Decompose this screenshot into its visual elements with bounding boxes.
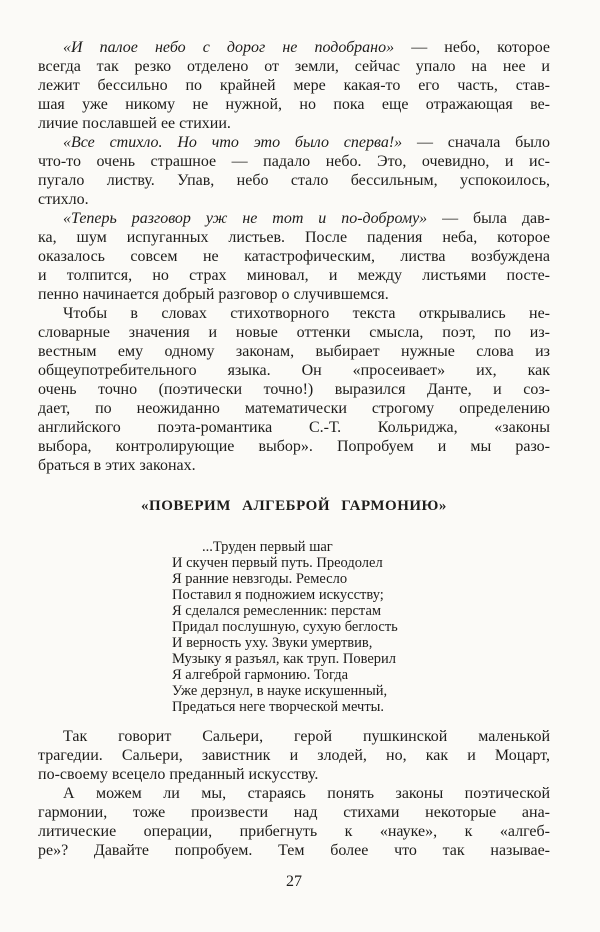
text-run: литические операции, прибегнуть к «науке», к «алгеб-: [38, 823, 550, 840]
text-run: Так говорит Сальери, герой пушкинской маленькой: [63, 728, 550, 745]
text-run: стихло.: [38, 191, 89, 208]
text-run: — была дав-: [427, 210, 550, 227]
poem-line: Предаться неге творческой мечты.: [172, 699, 385, 715]
page-content: [38, 38, 550, 860]
text-run: — сначала было: [402, 134, 551, 151]
text-run: выбора, контролирующие выбор». Попробуем и мы разо-: [38, 438, 550, 455]
quoted-verse-fragment: «Все стихло. Но что это было сперва!»: [63, 134, 403, 151]
text-run: Чтобы в словах стихотворного текста открывались не-: [63, 305, 550, 322]
text-run: личие пославшей ее стихии.: [38, 115, 231, 132]
text-run: браться в этих законах.: [38, 457, 196, 474]
text-line: [38, 209, 550, 228]
text-line: [38, 418, 550, 437]
text-line: [38, 822, 550, 841]
text-line: [38, 437, 550, 456]
paragraph: [38, 38, 550, 133]
text-line: [38, 784, 550, 803]
poem-line: И верность уху. Звуки умертвив,: [172, 635, 373, 651]
text-line: [38, 133, 550, 152]
text-run: вестным ему одному законам, выбирает нужные слова из: [38, 343, 550, 360]
text-line: [38, 323, 550, 342]
text-run: пенно начинается добрый разговор о случившемся.: [38, 286, 389, 303]
text-run: ре»? Давайте попробуем. Тем более что так называе-: [38, 842, 550, 859]
quoted-verse-fragment: «Теперь разговор уж не тот и по-доброму»: [63, 210, 428, 227]
text-line: [38, 380, 550, 399]
text-run: ка, шум испуганных листьев. После падения неба, которое: [38, 229, 550, 246]
text-run: А можем ли мы, стараясь понять законы поэтической: [63, 785, 550, 802]
text-run: очень точно (поэтически точно!) выразился Данте, и соз-: [38, 381, 550, 398]
text-run: и толпится, но страх миновал, и между листьями посте-: [38, 267, 550, 284]
text-run: словарные значения и новые оттенки смысла, поэт, по из-: [38, 324, 550, 341]
text-line: [38, 765, 550, 784]
section-heading: «ПОВЕРИМ АЛГЕБРОЙ ГАРМОНИЮ»: [141, 498, 447, 514]
poem-line: ...Труден первый шаг: [202, 539, 333, 555]
text-line: [38, 727, 550, 746]
text-run: шая уже никому не нужной, но пока еще отражающая ве-: [38, 96, 550, 113]
text-line: [38, 38, 550, 57]
text-line: [38, 746, 550, 765]
text-line: [38, 228, 550, 247]
text-run: что-то очень страшное — падало небо. Это, очевидно, и ис-: [38, 153, 550, 170]
text-run: оказалось совсем не катастрофическим, листва возбуждена: [38, 248, 550, 265]
text-line: [38, 247, 550, 266]
text-line: [38, 399, 550, 418]
text-line: [38, 190, 550, 209]
text-line: [38, 285, 550, 304]
text-run: английского поэта-романтика С.-Т. Кольриджа, «законы: [38, 419, 550, 436]
poem-line: Я ранние невзгоды. Ремесло: [172, 571, 348, 587]
page-number: 27: [286, 873, 302, 890]
quoted-verse-fragment: «И палое небо с дорог не подобрано»: [63, 39, 395, 56]
text-run: дает, по неожиданно математически строгому определению: [38, 400, 550, 417]
text-line: [38, 342, 550, 361]
text-line: [38, 456, 550, 475]
text-line: [38, 171, 550, 190]
text-run: — небо, которое: [394, 39, 551, 56]
text-line: [38, 57, 550, 76]
poem-block: [172, 539, 550, 715]
text-line: [38, 304, 550, 323]
text-line: [38, 152, 550, 171]
text-run: по-своему всецело преданный искусству.: [38, 766, 319, 783]
poem-line: Музыку я разъял, как труп. Поверил: [172, 651, 397, 667]
text-run: трагедии. Сальери, завистник и злодей, но, как и Моцарт,: [38, 747, 550, 764]
text-line: [38, 95, 550, 114]
poem-line: Я алгеброй гармонию. Тогда: [172, 667, 349, 683]
text-run: гармонии, тоже произвести над стихами некоторые ана-: [38, 804, 550, 821]
text-line: [38, 266, 550, 285]
text-line: [38, 76, 550, 95]
paragraph: [38, 209, 550, 304]
text-line: [38, 803, 550, 822]
poem-line: Поставил я подножием искусству;: [172, 587, 384, 603]
text-run: лежит бессильно по крайней мере какая-то его часть, став-: [38, 77, 550, 94]
paragraph: [38, 133, 550, 209]
poem-line: Я сделался ремесленник: перстам: [172, 603, 382, 619]
paragraph: [38, 784, 550, 860]
text-run: пугало листву. Упав, небо стало бессильным, успокоилось,: [38, 172, 550, 189]
text-line: [38, 361, 550, 380]
text-line: [38, 114, 550, 133]
poem-line: Придал послушную, сухую беглость: [172, 619, 398, 635]
poem-line: Уже дерзнул, в науке искушенный,: [172, 683, 388, 699]
poem-line: И скучен первый путь. Преодолел: [172, 555, 383, 571]
paragraph: [38, 727, 550, 784]
text-run: всегда так резко отделено от земли, сейчас упало на нее и: [38, 58, 550, 75]
text-run: общеупотребительного языка. Он «просеивает» их, как: [38, 362, 550, 379]
text-line: [38, 841, 550, 860]
paragraph: [38, 304, 550, 475]
